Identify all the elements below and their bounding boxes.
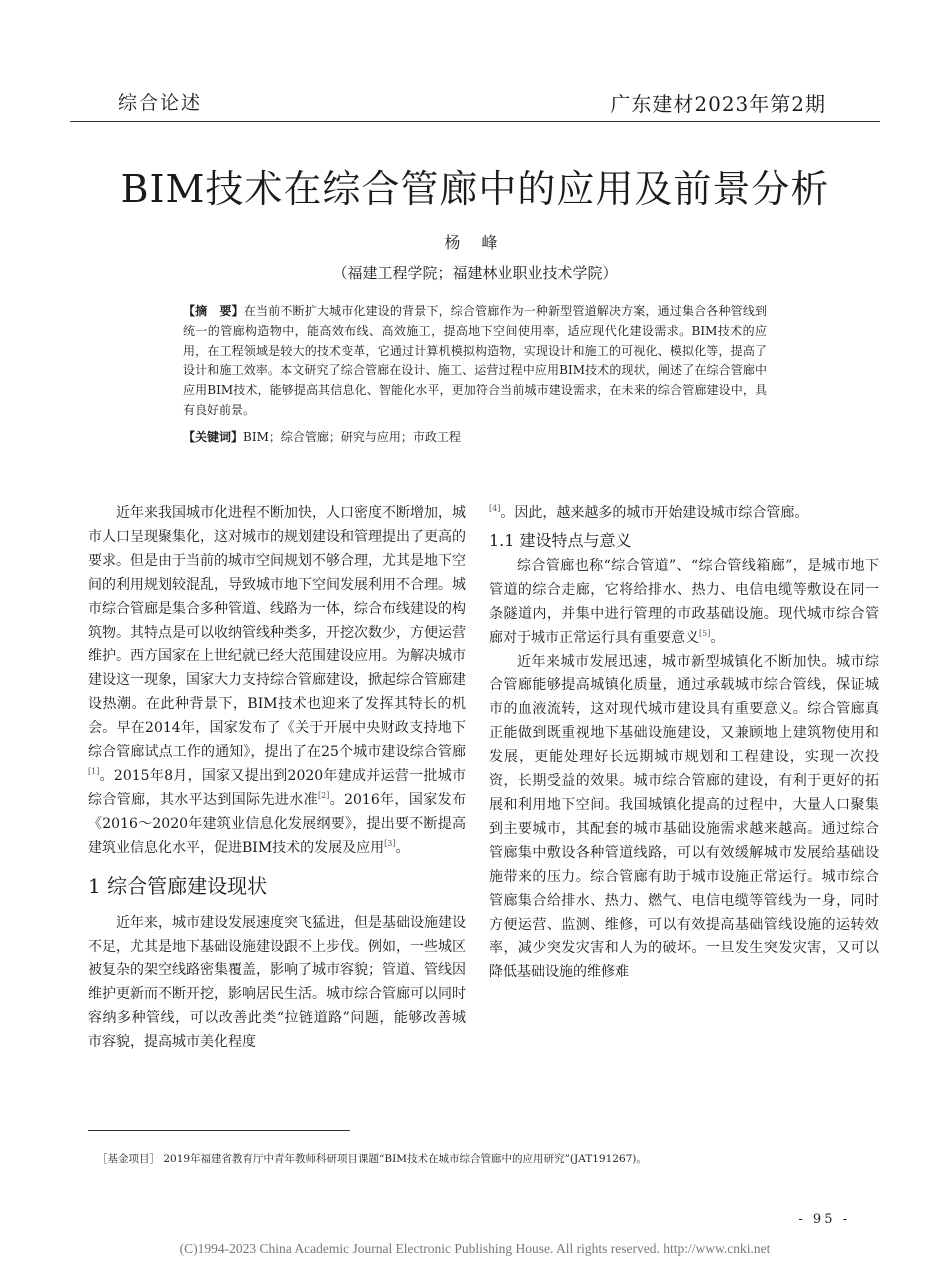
article-title: BIM技术在综合管廊中的应用及前景分析 [120, 167, 830, 211]
section-1-1-text-1: 综合管廊也称“综合管道”、“综合管线箱廊”，是城市地下管道的综合走廊，它将给排水、热力、电信电缆等敷设在同一条隧道内，并集中进行管理的市政基础设施。现代城市综合管廊对于城市正常运行具有重要意义 [489, 557, 879, 646]
citation-1: [1] [88, 766, 100, 776]
section-1-1-heading: 1.1 建设特点与意义 [489, 530, 632, 550]
citation-3: [3] [384, 838, 396, 848]
section-1-1-paragraph-2: 近年来城市发展迅速，城市新型城镇化不断加快。城市综合管廊能够提高城镇化质量，通过承载城市综合管线，保证城市的血液流转，这对现代城市建设具有重要意义。综合管廊真正能做到既重视地下基础设施建设，又兼顾地上建筑物使用和发展，更能处理好长远期城市规划和工程建设，实现一次投资，长期受益的效果。城市综合管廊的建设，有利于更好的拓展和利用地下空间。我国城镇化提高的过程中，大量人口聚集到主要城市，其配套的城市基础设施需求越来越高。通过综合管廊集中敷设各种管道线路，可以有效缓解城市发展给基础设施带来的压力。综合管廊有助于城市设施正常运行。城市综合管廊集合给排水、热力、燃气、电信电缆等管线为一身，同时方便运营、监测、维修，可以有效提高基础管线设施的运转效率，减少突发灾害和人为的破坏。一旦发生突发灾害，又可以降低基础设施的维修难 [489, 653, 879, 981]
intro-text-4: 。 [395, 839, 410, 856]
intro-text-2: 。2015年8月，国家又提出到2020年建成并运营一批城市综合管廊，其水平达到国际先进水准 [88, 767, 466, 808]
intro-text-1: 近年来我国城市化进程不断加快，人口密度不断增加，城市人口呈现聚集化，这对城市的规划建设和管理提出了更高的要求。但是由于当前的城市空间规划不够合理，尤其是地下空间的利用规划较混乱，导致城市地下空间发展利用不合理。城市综合管廊是集合多种管道、线路为一体，综合布线建设的构筑物。其特点是可以收纳管线种类多，开挖次数少，方便运营维护。西方国家在上世纪就已经大范围建设应用。为解决城市建设这一现象，国家大力支持综合管廊建设，掀起综合管廊建设热潮。在此种背景下，BIM技术也迎来了发挥其特长的机会。早在2014年，国家发布了《关于开展中央财政支持地下综合管廊试点工作的通知》，提出了在25个城市建设综合管廊 [88, 505, 466, 761]
intro-paragraph [88, 502, 466, 861]
author: 杨 峰 [444, 233, 506, 252]
footnote-rule [88, 1130, 350, 1131]
citation-2: [2] [318, 790, 330, 800]
header-rule [70, 121, 880, 122]
abstract-text: 在当前不断扩大城市化建设的背景下，综合管廊作为一种新型管道解决方案，通过集合各种管线到统一的管廊构造物中，能高效布线、高效施工，提高地下空间使用率，适应现代化建设需求。BIM技术的应用，在工程领域是较大的技术变革，它通过计算机模拟构造物，实现设计和施工的可视化、模拟化等，提高了设计和施工效率。本文研究了综合管廊在设计、施工、运营过程中应用BIM技术的现状，阐述了在综合管廊中应用BIM技术，能够提高其信息化、智能化水平，更加符合当前城市建设需求，在未来的综合管廊建设中，具有良好前景。 [183, 304, 767, 417]
column-right [489, 502, 879, 985]
copyright-line: (C)1994-2023 China Academic Journal Electronic Publishing House. All rights reserved. http://www.cnki.net [179, 1241, 771, 1256]
section-1-text-1: 近年来，城市建设发展速度突飞猛进，但是基础设施建设不足，尤其是地下基础设施建设跟不上步伐。例如，一些城区被复杂的架空线路密集覆盖，影响了城市容貌；管道、管线因维护更新而不断开挖，影响居民生活。城市综合管廊可以同时容纳多种管线，可以改善此类“拉链道路”问题，能够改善城市容貌，提高城市美化程度 [88, 914, 466, 1051]
abstract [183, 302, 767, 421]
affiliation: （福建工程学院；福建林业职业技术学院） [332, 264, 618, 282]
intro-text-3: 。2016年，国家发布《2016～2020年建筑业信息化发展纲要》，提出要不断提高建筑业信息化水平，促进BIM技术的发展及应用 [88, 791, 466, 856]
abstract-label: 【摘 要】 [183, 304, 244, 318]
citation-5: [5] [699, 628, 711, 638]
section-1-1-text-2: 。 [710, 629, 725, 646]
section-1-paragraph [88, 912, 466, 1055]
page-number: - 95 - [798, 1212, 850, 1227]
citation-4: [4] [489, 504, 501, 513]
running-header-section: 综合论述 [118, 92, 203, 114]
section-1-paragraph-cont [489, 502, 879, 526]
running-header-journal: 广东建材2023年第2期 [610, 92, 826, 116]
column-left [88, 502, 466, 1055]
footnote-funding: ［基金项目］ 2019年福建省教育厅中青年教师科研项目课题“BIM技术在城市综合管廊中的应用研究”(JAT191267)。 [97, 1153, 647, 1165]
section-1-1-paragraph-1 [489, 555, 879, 651]
keywords [183, 428, 767, 445]
keywords-text: BIM；综合管廊；研究与应用；市政工程 [243, 430, 461, 444]
section-1-heading: 1 综合管廊建设现状 [88, 873, 268, 898]
keywords-label: 【关键词】 [183, 430, 244, 444]
section-1-text-2: 。因此，越来越多的城市开始建设城市综合管廊。 [500, 505, 809, 521]
